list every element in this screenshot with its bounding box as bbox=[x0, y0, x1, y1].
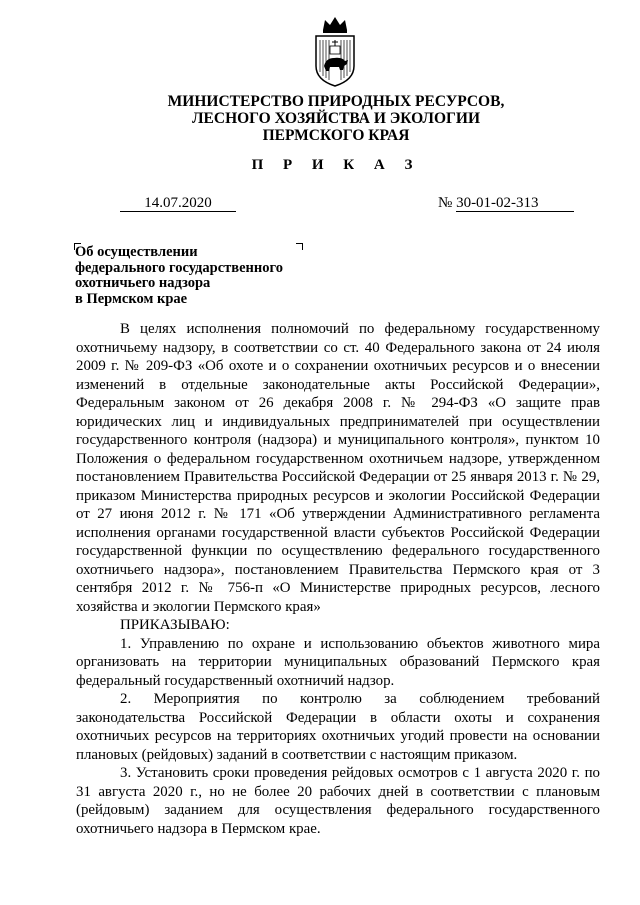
subject-line-2: федерального государственного bbox=[75, 259, 283, 276]
ministry-name bbox=[150, 93, 522, 144]
order-subject bbox=[75, 245, 315, 307]
document-type-title: П Р И К А З bbox=[251, 157, 421, 173]
order-item-3: 3. Установить сроки проведения рейдовых осмотров с 1 августа 2020 г. по 31 августа 2020 г., но не более 20 рабочих дней в соответствии с плановым (рейдовым) заданием для осуществления федерального государственного охотничьего надзора в Пермском крае. bbox=[76, 765, 600, 837]
ministry-name-line-3: ПЕРМСКОГО КРАЯ bbox=[262, 127, 410, 144]
order-number: 30-01-02-313 bbox=[456, 195, 574, 212]
order-number-block bbox=[438, 195, 574, 212]
number-sign: № bbox=[438, 195, 453, 211]
coat-of-arms-emblem bbox=[310, 14, 360, 88]
ministry-name-line-1: МИНИСТЕРСТВО ПРИРОДНЫХ РЕСУРСОВ, bbox=[167, 93, 505, 110]
subject-line-3: охотничьего надзора bbox=[75, 275, 211, 291]
ministry-name-line-2: ЛЕСНОГО ХОЗЯЙСТВА И ЭКОЛОГИИ bbox=[191, 110, 481, 127]
subject-line-1: Об осуществлении bbox=[75, 244, 198, 260]
order-date: 14.07.2020 bbox=[120, 195, 236, 212]
order-item-2: 2. Мероприятия по контролю за соблюдением требований законодательства Российской Федерации в области охоты и сохранения охотничьих ресурсов на территориях охотничьих угодий провести на основании плановых (рейдовых) заданий в соответствии с настоящим приказом. bbox=[76, 691, 600, 763]
order-item-1: 1. Управлению по охране и использованию объектов животного мира организовать на территории муниципальных образований Пермского края федеральный государственный охотничий надзор. bbox=[76, 635, 600, 689]
order-directive-word: ПРИКАЗЫВАЮ: bbox=[120, 617, 230, 633]
order-body bbox=[76, 320, 600, 838]
preamble-paragraph: В целях исполнения полномочий по федеральному государственному охотничьему надзору, в соответствии со ст. 40 Федерального закона от 24 июля 2009 г. № 209-ФЗ «Об охоте и о сохранении охотничьих ресурсов и о внесении изменений в отдельные законодательные акты Российской Федерации», Федеральным законом от 26 декабря 2008 г. № 294-ФЗ «О защите прав юридических лиц и индивидуальных предпринимателей при осуществлении государственного контроля (надзора) и муниципального контроля», пунктом 10 Положения о федеральном государственном охотничьем надзоре, утвержденном постановлением Правительства Российской Федерации от 25 января 2013 г. № 29, приказом Министерства природных ресурсов и экологии Российской Федерации от 27 июня 2012 г. № 171 «Об утверждении Административного регламента исполнения органами государственной власти субъектов Российской Федерации государственной функции по осуществлению федерального государственного охотничьего надзора», постановлением Правительства Пермского края от 3 сентября 2012 г. № 756-п «О Министерстве природных ресурсов, лесного хозяйства и экологии Пермского края» bbox=[76, 321, 600, 615]
subject-line-4: в Пермском крае bbox=[75, 290, 188, 307]
